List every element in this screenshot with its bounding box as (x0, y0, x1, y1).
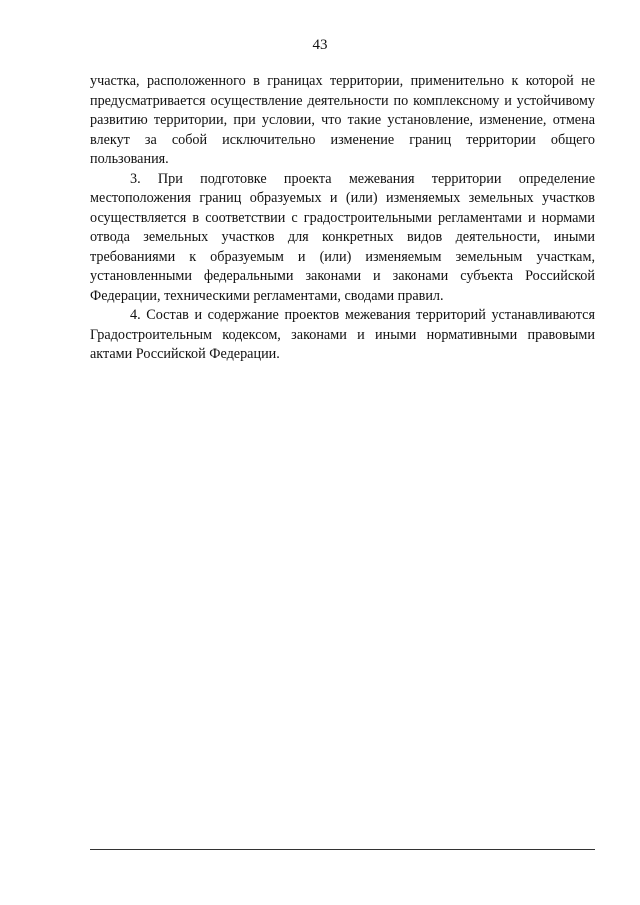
page-number: 43 (312, 37, 328, 53)
paragraph-continuation: участка, расположенного в границах территории, применительно к которой не предусматривается осуществление деятельности по комплексному и устойчивому развитию территории, при условии, что такие установление, изменение, отмена влекут за собой исключительно изменение границ территории общего пользования. (90, 73, 595, 167)
document-body (90, 72, 595, 365)
footer-divider (90, 849, 595, 850)
paragraph-item-4: 4. Состав и содержание проектов межевания территорий устанавливаются Градостроительным кодексом, законами и иными нормативными правовыми актами Российской Федерации. (90, 307, 595, 362)
paragraph-item-3: 3. При подготовке проекта межевания территории определение местоположения границ образуемых и (или) изменяемых земельных участков осуществляется в соответствии с градостроительными регламентами и нормами отвода земельных участков для конкретных видов деятельности, иными требованиями к образуемым и (или) изменяемым земельным участкам, установленными федеральными законами и законами субъекта Российской Федерации, техническими регламентами, сводами правил. (90, 170, 595, 304)
